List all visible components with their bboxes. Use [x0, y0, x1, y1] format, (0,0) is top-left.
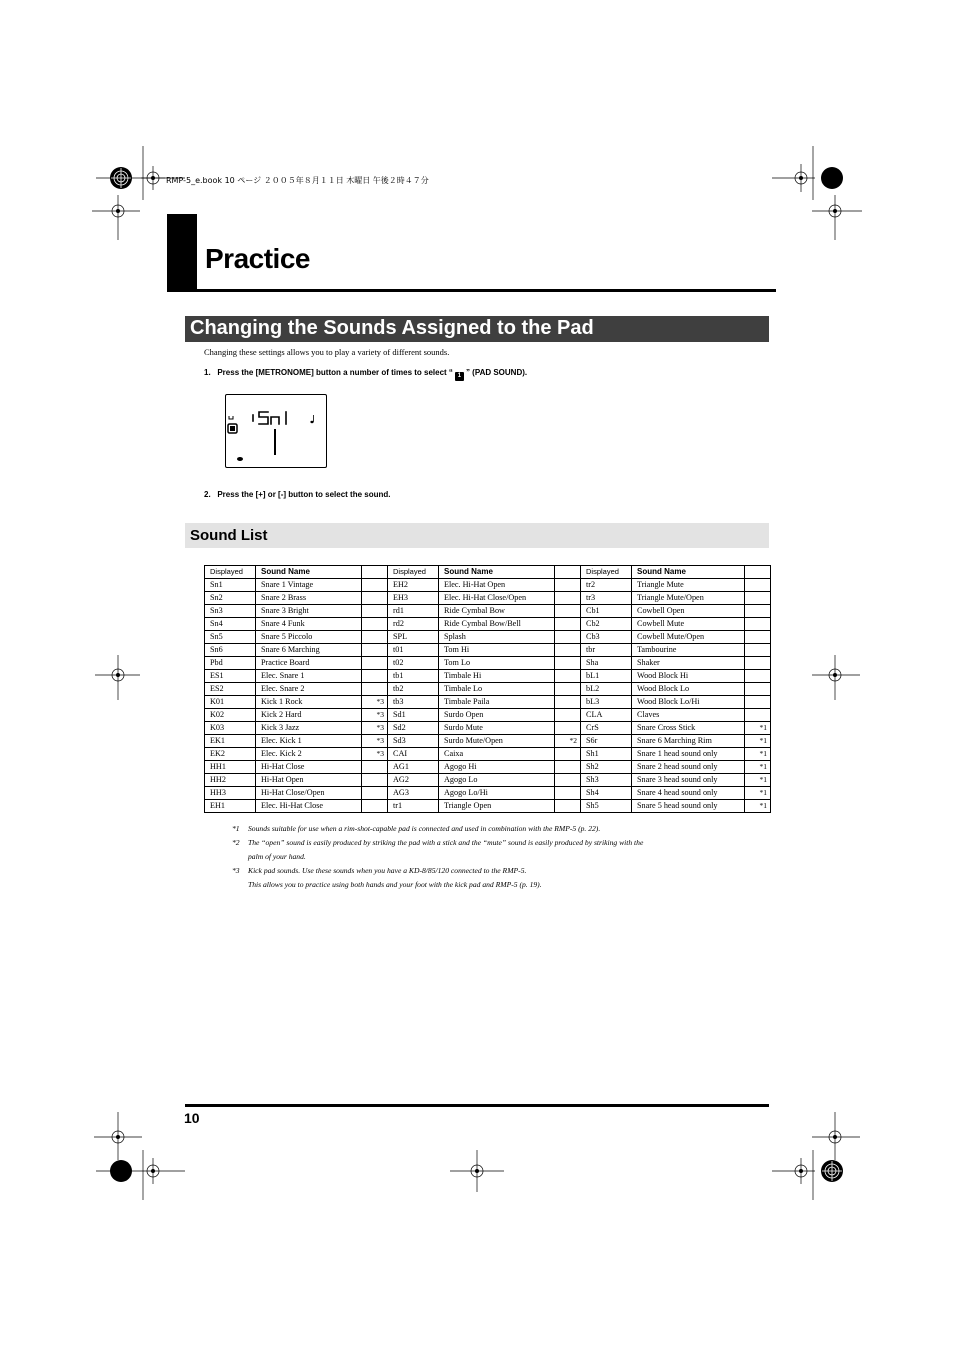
cell-sound-name: Snare 2 Brass: [256, 592, 362, 605]
cell-note: [555, 592, 581, 605]
cell-note: *3: [362, 722, 388, 735]
table-row: [205, 631, 771, 644]
cell-displayed: rd1: [388, 605, 439, 618]
cell-sound-name: Snare Cross Stick: [632, 722, 745, 735]
cell-sound-name: Agogo Lo: [439, 774, 555, 787]
cell-sound-name: Elec. Kick 2: [256, 748, 362, 761]
step-2: [204, 490, 390, 499]
cell-note: [555, 800, 581, 813]
cell-displayed: Sh1: [581, 748, 632, 761]
footer-rule: [185, 1104, 769, 1107]
cell-note: *1: [745, 800, 771, 813]
table-row: [205, 670, 771, 683]
chapter-title: Practice: [205, 243, 310, 274]
cell-displayed: K02: [205, 709, 256, 722]
cell-note: *3: [362, 709, 388, 722]
footnote-mark: *1: [232, 824, 240, 833]
cell-note: [745, 579, 771, 592]
header-note: [555, 566, 581, 579]
cell-note: [362, 670, 388, 683]
cell-sound-name: Snare 6 Marching Rim: [632, 735, 745, 748]
cell-sound-name: Triangle Mute: [632, 579, 745, 592]
cell-sound-name: Snare 2 head sound only: [632, 761, 745, 774]
cell-note: *1: [745, 774, 771, 787]
cell-note: *1: [745, 722, 771, 735]
cell-note: [555, 696, 581, 709]
cell-note: [745, 683, 771, 696]
cell-note: *3: [362, 748, 388, 761]
cell-note: [555, 631, 581, 644]
cell-sound-name: Elec. Kick 1: [256, 735, 362, 748]
cell-displayed: bL1: [581, 670, 632, 683]
cell-displayed: tr2: [581, 579, 632, 592]
footnote-line: [232, 850, 738, 864]
cell-note: *1: [745, 748, 771, 761]
cell-note: [555, 657, 581, 670]
header-note: [362, 566, 388, 579]
cell-sound-name: Shaker: [632, 657, 745, 670]
cell-sound-name: Timbale Paila: [439, 696, 555, 709]
cell-displayed: Sh4: [581, 787, 632, 800]
cell-displayed: Cb3: [581, 631, 632, 644]
header-displayed: Displayed: [205, 566, 256, 579]
cell-displayed: Cb1: [581, 605, 632, 618]
subsection-title: Sound List: [190, 527, 268, 544]
cell-sound-name: Snare 4 Funk: [256, 618, 362, 631]
cell-sound-name: Snare 3 Bright: [256, 605, 362, 618]
cell-note: [745, 670, 771, 683]
cell-displayed: AG1: [388, 761, 439, 774]
cell-note: [745, 644, 771, 657]
cell-displayed: EH2: [388, 579, 439, 592]
table-row: [205, 592, 771, 605]
cell-displayed: ES1: [205, 670, 256, 683]
cell-sound-name: Timbale Hi: [439, 670, 555, 683]
footnote-text: palm of your hand.: [248, 852, 306, 861]
cell-note: *2: [555, 735, 581, 748]
table-row: [205, 774, 771, 787]
cell-displayed: ES2: [205, 683, 256, 696]
table-row: [205, 644, 771, 657]
cell-note: [555, 748, 581, 761]
cell-sound-name: Wood Block Hi: [632, 670, 745, 683]
cell-sound-name: Surdo Mute/Open: [439, 735, 555, 748]
cell-sound-name: Cowbell Mute/Open: [632, 631, 745, 644]
cell-displayed: tb3: [388, 696, 439, 709]
header-sound-name: Sound Name: [632, 566, 745, 579]
cell-sound-name: Ride Cymbal Bow/Bell: [439, 618, 555, 631]
cell-displayed: Sh2: [581, 761, 632, 774]
sound-list-table: [204, 565, 771, 813]
cell-displayed: CrS: [581, 722, 632, 735]
cell-note: [362, 683, 388, 696]
cell-sound-name: Practice Board: [256, 657, 362, 670]
cell-displayed: Sd1: [388, 709, 439, 722]
table-row: [205, 696, 771, 709]
step-number: 1.: [204, 368, 211, 377]
cell-note: *1: [745, 735, 771, 748]
cell-displayed: bL2: [581, 683, 632, 696]
cell-note: [555, 670, 581, 683]
cell-note: [745, 657, 771, 670]
step-text-end: ” (PAD SOUND).: [465, 368, 528, 377]
cell-note: [362, 592, 388, 605]
cell-note: [555, 774, 581, 787]
cell-displayed: EK2: [205, 748, 256, 761]
footnote-mark: [232, 850, 248, 864]
cell-displayed: Sh3: [581, 774, 632, 787]
step-text: Press the [METRONOME] button a number of times to select “: [217, 368, 453, 377]
cell-note: [555, 722, 581, 735]
cell-displayed: tb1: [388, 670, 439, 683]
footnote-line: [232, 864, 738, 878]
cell-displayed: Sha: [581, 657, 632, 670]
cell-sound-name: Agogo Hi: [439, 761, 555, 774]
cell-sound-name: Timbale Lo: [439, 683, 555, 696]
cell-note: [362, 657, 388, 670]
cell-note: [362, 800, 388, 813]
cell-sound-name: Cowbell Mute: [632, 618, 745, 631]
cell-sound-name: Wood Block Lo: [632, 683, 745, 696]
cell-sound-name: Elec. Hi-Hat Close/Open: [439, 592, 555, 605]
cell-sound-name: Elec. Hi-Hat Open: [439, 579, 555, 592]
cell-sound-name: Cowbell Open: [632, 605, 745, 618]
cell-displayed: t01: [388, 644, 439, 657]
cell-note: [745, 709, 771, 722]
cell-sound-name: Claves: [632, 709, 745, 722]
cell-displayed: K03: [205, 722, 256, 735]
cell-note: [555, 618, 581, 631]
printer-header: RMP-5_e.book 10 ページ ２００５年８月１１日 木曜日 午後２時４７分: [166, 176, 429, 185]
table-row: [205, 800, 771, 813]
header-sound-name: Sound Name: [256, 566, 362, 579]
cell-sound-name: Elec. Snare 1: [256, 670, 362, 683]
table-row: [205, 579, 771, 592]
cell-sound-name: Wood Block Lo/Hi: [632, 696, 745, 709]
cell-sound-name: Kick 2 Hard: [256, 709, 362, 722]
table-row: [205, 761, 771, 774]
cell-sound-name: Snare 4 head sound only: [632, 787, 745, 800]
cell-displayed: Sd3: [388, 735, 439, 748]
cell-displayed: CAI: [388, 748, 439, 761]
cell-note: [555, 605, 581, 618]
cell-sound-name: Ride Cymbal Bow: [439, 605, 555, 618]
chapter-rule: [167, 289, 776, 292]
cell-note: [745, 592, 771, 605]
cell-sound-name: Splash: [439, 631, 555, 644]
cell-sound-name: Kick 3 Jazz: [256, 722, 362, 735]
cell-sound-name: Elec. Hi-Hat Close: [256, 800, 362, 813]
chapter-marker: [167, 214, 197, 292]
footnote-text: Sounds suitable for use when a rim-shot-capable pad is connected and used in combination with the RMP-5 (p. 22).: [248, 824, 601, 833]
cell-displayed: HH1: [205, 761, 256, 774]
cell-displayed: AG3: [388, 787, 439, 800]
cell-note: *1: [745, 787, 771, 800]
cell-displayed: Sn5: [205, 631, 256, 644]
cell-note: [555, 761, 581, 774]
section-title: Changing the Sounds Assigned to the Pad: [190, 317, 594, 339]
table-row: [205, 657, 771, 670]
table-header-row: [205, 566, 771, 579]
cell-displayed: Sn6: [205, 644, 256, 657]
cell-sound-name: Snare 6 Marching: [256, 644, 362, 657]
cell-displayed: tr1: [388, 800, 439, 813]
header-sound-name: Sound Name: [439, 566, 555, 579]
cell-note: [555, 579, 581, 592]
table-row: [205, 722, 771, 735]
cell-displayed: K01: [205, 696, 256, 709]
cell-sound-name: Tom Lo: [439, 657, 555, 670]
footnotes: [232, 822, 738, 892]
table-row: [205, 683, 771, 696]
table-row: [205, 618, 771, 631]
footnote-line: [232, 822, 738, 836]
subsection-banner: [185, 523, 769, 548]
cell-sound-name: Snare 3 head sound only: [632, 774, 745, 787]
table-row: [205, 748, 771, 761]
cell-sound-name: Kick 1 Rock: [256, 696, 362, 709]
cell-note: *1: [745, 761, 771, 774]
header-note: [745, 566, 771, 579]
footnote-mark: *2: [232, 838, 240, 847]
cell-displayed: bL3: [581, 696, 632, 709]
table-row: [205, 709, 771, 722]
cell-note: *3: [362, 735, 388, 748]
cell-displayed: Sn2: [205, 592, 256, 605]
footnote-mark: *3: [232, 866, 240, 875]
step-number: 2.: [204, 490, 211, 499]
header-displayed: Displayed: [581, 566, 632, 579]
cell-displayed: tb2: [388, 683, 439, 696]
lcd-display: [225, 394, 327, 468]
footnote-text: This allows you to practice using both hands and your foot with the kick pad and RMP-5 (p. 19).: [248, 880, 542, 889]
cell-sound-name: Snare 5 Piccolo: [256, 631, 362, 644]
page-number: 10: [184, 1110, 200, 1126]
cell-displayed: Sn1: [205, 579, 256, 592]
cell-note: [555, 644, 581, 657]
footnote-text: Kick pad sounds. Use these sounds when you have a KD-8/85/120 connected to the RMP-5.: [248, 866, 527, 875]
cell-displayed: t02: [388, 657, 439, 670]
cell-sound-name: Tambourine: [632, 644, 745, 657]
table-row: [205, 787, 771, 800]
cell-note: [362, 605, 388, 618]
cell-sound-name: Caixa: [439, 748, 555, 761]
cell-note: [555, 787, 581, 800]
cell-displayed: Sn3: [205, 605, 256, 618]
cell-sound-name: Triangle Mute/Open: [632, 592, 745, 605]
footnote-mark: [232, 878, 248, 892]
cell-displayed: rd2: [388, 618, 439, 631]
cell-sound-name: Surdo Mute: [439, 722, 555, 735]
pad-sound-icon: 1: [455, 372, 464, 381]
cell-sound-name: Elec. Snare 2: [256, 683, 362, 696]
cell-displayed: tr3: [581, 592, 632, 605]
cell-note: [362, 618, 388, 631]
intro-text: Changing these settings allows you to play a variety of different sounds.: [204, 347, 450, 357]
step-text: Press the [+] or [-] button to select the sound.: [217, 490, 391, 499]
cell-note: [555, 683, 581, 696]
cell-note: [745, 605, 771, 618]
header-displayed: Displayed: [388, 566, 439, 579]
cell-displayed: HH3: [205, 787, 256, 800]
cell-note: [362, 774, 388, 787]
cell-note: [362, 579, 388, 592]
cell-displayed: S6r: [581, 735, 632, 748]
cell-sound-name: Tom Hi: [439, 644, 555, 657]
cell-note: [362, 761, 388, 774]
step-1: [204, 368, 527, 381]
cell-displayed: tbr: [581, 644, 632, 657]
cell-displayed: EH1: [205, 800, 256, 813]
cell-sound-name: Surdo Open: [439, 709, 555, 722]
cell-sound-name: Triangle Open: [439, 800, 555, 813]
cell-displayed: CLA: [581, 709, 632, 722]
cell-displayed: SPL: [388, 631, 439, 644]
cell-note: [362, 631, 388, 644]
cell-sound-name: Snare 5 head sound only: [632, 800, 745, 813]
cell-displayed: Cb2: [581, 618, 632, 631]
cell-note: [745, 631, 771, 644]
footnote-line: [232, 878, 738, 892]
cell-sound-name: Snare 1 head sound only: [632, 748, 745, 761]
cell-sound-name: Hi-Hat Open: [256, 774, 362, 787]
cell-displayed: Sh5: [581, 800, 632, 813]
cell-displayed: EH3: [388, 592, 439, 605]
cell-displayed: Sn4: [205, 618, 256, 631]
table-row: [205, 605, 771, 618]
table-row: [205, 735, 771, 748]
cell-sound-name: Hi-Hat Close: [256, 761, 362, 774]
cell-displayed: Pbd: [205, 657, 256, 670]
cell-sound-name: Agogo Lo/Hi: [439, 787, 555, 800]
cell-displayed: AG2: [388, 774, 439, 787]
cell-note: [745, 696, 771, 709]
cell-note: [745, 618, 771, 631]
footnote-line: [232, 836, 738, 850]
cell-displayed: Sd2: [388, 722, 439, 735]
cell-note: [362, 787, 388, 800]
footnote-text: The “open” sound is easily produced by striking the pad with a stick and the “mute” sound is easily produced by striking with the: [248, 838, 644, 847]
lcd-graphic: [226, 395, 326, 467]
cell-note: *3: [362, 696, 388, 709]
cell-displayed: HH2: [205, 774, 256, 787]
cell-displayed: EK1: [205, 735, 256, 748]
cell-sound-name: Snare 1 Vintage: [256, 579, 362, 592]
cell-sound-name: Hi-Hat Close/Open: [256, 787, 362, 800]
cell-note: [362, 644, 388, 657]
cell-note: [555, 709, 581, 722]
